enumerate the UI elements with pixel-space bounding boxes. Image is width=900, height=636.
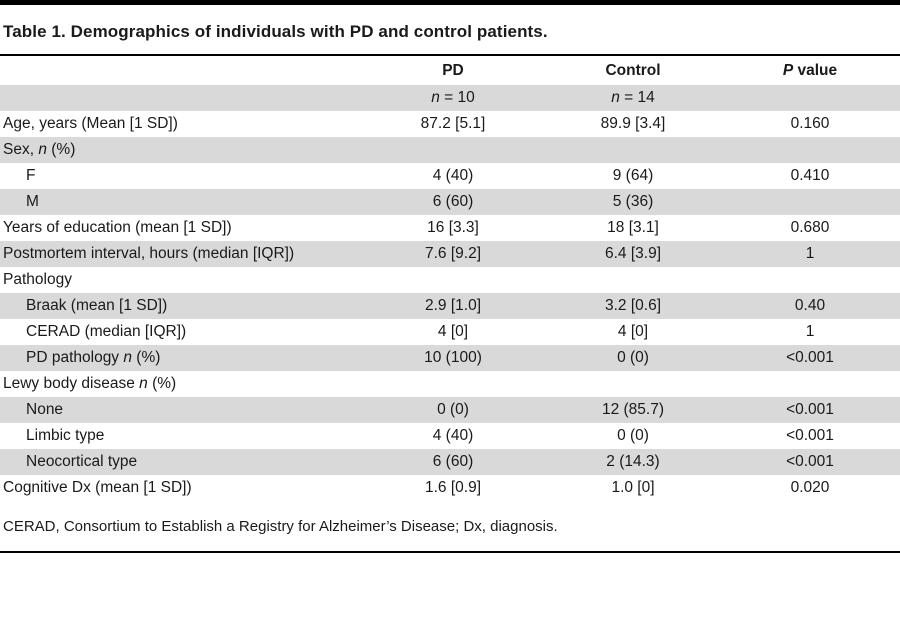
row-label: Cognitive Dx (mean [1 SD]) [3, 479, 192, 496]
row-label: Years of education (mean [1 SD]) [3, 219, 232, 236]
cell-control: 0 (0) [617, 427, 649, 444]
cell-pd: 16 [3.3] [427, 219, 479, 236]
cell-pvalue [720, 371, 900, 397]
table-row-female [0, 163, 900, 189]
cell-control: 3.2 [0.6] [604, 297, 661, 314]
column-header-pvalue [720, 55, 900, 85]
column-header-control: Control [605, 61, 661, 79]
row-label: Braak (mean [1 SD]) [26, 297, 168, 314]
row-label: Limbic type [26, 427, 105, 444]
cell-pvalue: <0.001 [786, 427, 834, 444]
row-label: M [26, 193, 39, 210]
row-label: Sex, n (%) [3, 141, 76, 158]
cell-pd: 4 [0] [437, 323, 469, 340]
row-label: F [26, 167, 36, 184]
table-row-age [0, 111, 900, 137]
cell-pvalue: 0.020 [790, 479, 830, 496]
table-row-cognitive-dx [0, 475, 900, 501]
table-row-braak [0, 293, 900, 319]
n-count: = 14 [619, 89, 655, 106]
cell-control: 0 (0) [617, 349, 649, 366]
n-italic: n [123, 349, 132, 366]
table-row-sex [0, 137, 900, 163]
row-label [0, 85, 360, 111]
row-label: CERAD (median [IQR]) [26, 323, 187, 340]
cell-pd: 6 (60) [432, 193, 474, 210]
header-empty [0, 55, 360, 85]
cell-pd [360, 137, 546, 163]
cell-control: 6.4 [3.9] [604, 245, 661, 262]
table-row-lewy-group [0, 371, 900, 397]
cell-pvalue: <0.001 [786, 349, 834, 366]
cell-control [546, 267, 720, 293]
cell-pvalue: <0.001 [786, 453, 834, 470]
cell-control: 2 (14.3) [606, 453, 660, 470]
cell-control: 9 (64) [612, 167, 654, 184]
cell-pvalue: 0.410 [790, 167, 830, 184]
row-label: Neocortical type [26, 453, 138, 470]
cell-pvalue: 0.160 [790, 115, 830, 132]
n-italic: n [431, 89, 440, 106]
cell-control: 89.9 [3.4] [600, 115, 666, 132]
row-label: Lewy body disease n (%) [3, 375, 177, 392]
table-row-pd-pathology [0, 345, 900, 371]
pvalue-italic-p: P [782, 61, 794, 79]
cell-pd: 87.2 [5.1] [420, 115, 486, 132]
cell-pvalue [720, 137, 900, 163]
cell-pvalue [720, 85, 900, 111]
row-label: PD pathology n (%) [26, 349, 161, 366]
cell-pvalue: 0.40 [794, 297, 826, 314]
cell-pvalue [720, 189, 900, 215]
cell-pd: 1.6 [0.9] [424, 479, 481, 496]
table-row-pathology-group [0, 267, 900, 293]
table-footnote: CERAD, Consortium to Establish a Registry for Alzheimer’s Disease; Dx, diagnosis. [3, 518, 558, 535]
cell-pd: 4 (40) [432, 427, 474, 444]
cell-pd: 10 (100) [424, 349, 482, 366]
cell-control: 1.0 [0] [611, 479, 655, 496]
cell-pd [360, 371, 546, 397]
bottom-rule [0, 551, 900, 553]
row-label: None [26, 401, 64, 418]
cell-pvalue: 1 [805, 245, 815, 262]
cell-pvalue [720, 267, 900, 293]
cell-pvalue: 1 [805, 323, 815, 340]
cell-pvalue: <0.001 [786, 401, 834, 418]
n-italic: n [139, 375, 148, 392]
cell-control: 18 [3.1] [607, 219, 659, 236]
n-italic: n [611, 89, 620, 106]
cell-pd: 0 (0) [437, 401, 469, 418]
cell-control-n [546, 85, 720, 111]
n-count: = 10 [439, 89, 475, 106]
table-row-male [0, 189, 900, 215]
header-row [0, 55, 900, 85]
table-title: Table 1. Demographics of individuals with PD and control patients. [3, 22, 548, 41]
cell-pd [360, 267, 546, 293]
cell-pd: 2.9 [1.0] [424, 297, 481, 314]
cell-pd: 6 (60) [432, 453, 474, 470]
cell-control: 12 (85.7) [601, 401, 665, 418]
cell-control: 4 [0] [617, 323, 649, 340]
subheader-row [0, 85, 900, 111]
cell-pd: 7.6 [9.2] [424, 245, 481, 262]
table-row-none [0, 397, 900, 423]
cell-control [546, 137, 720, 163]
table-row-cerad [0, 319, 900, 345]
column-header-pd: PD [442, 61, 464, 79]
cell-pd: 4 (40) [432, 167, 474, 184]
row-label: Pathology [3, 271, 72, 288]
table-row-postmortem [0, 241, 900, 267]
row-label: Age, years (Mean [1 SD]) [3, 115, 178, 132]
cell-pvalue: 0.680 [790, 219, 830, 236]
cell-control: 5 (36) [612, 193, 654, 210]
pvalue-rest: value [793, 61, 838, 79]
cell-pd-n [360, 85, 546, 111]
n-italic: n [38, 141, 47, 158]
table-row-neocortical [0, 449, 900, 475]
cell-control [546, 371, 720, 397]
demographics-table [0, 54, 900, 501]
row-label: Postmortem interval, hours (median [IQR]) [3, 245, 295, 262]
table-row-limbic [0, 423, 900, 449]
table-row-education [0, 215, 900, 241]
